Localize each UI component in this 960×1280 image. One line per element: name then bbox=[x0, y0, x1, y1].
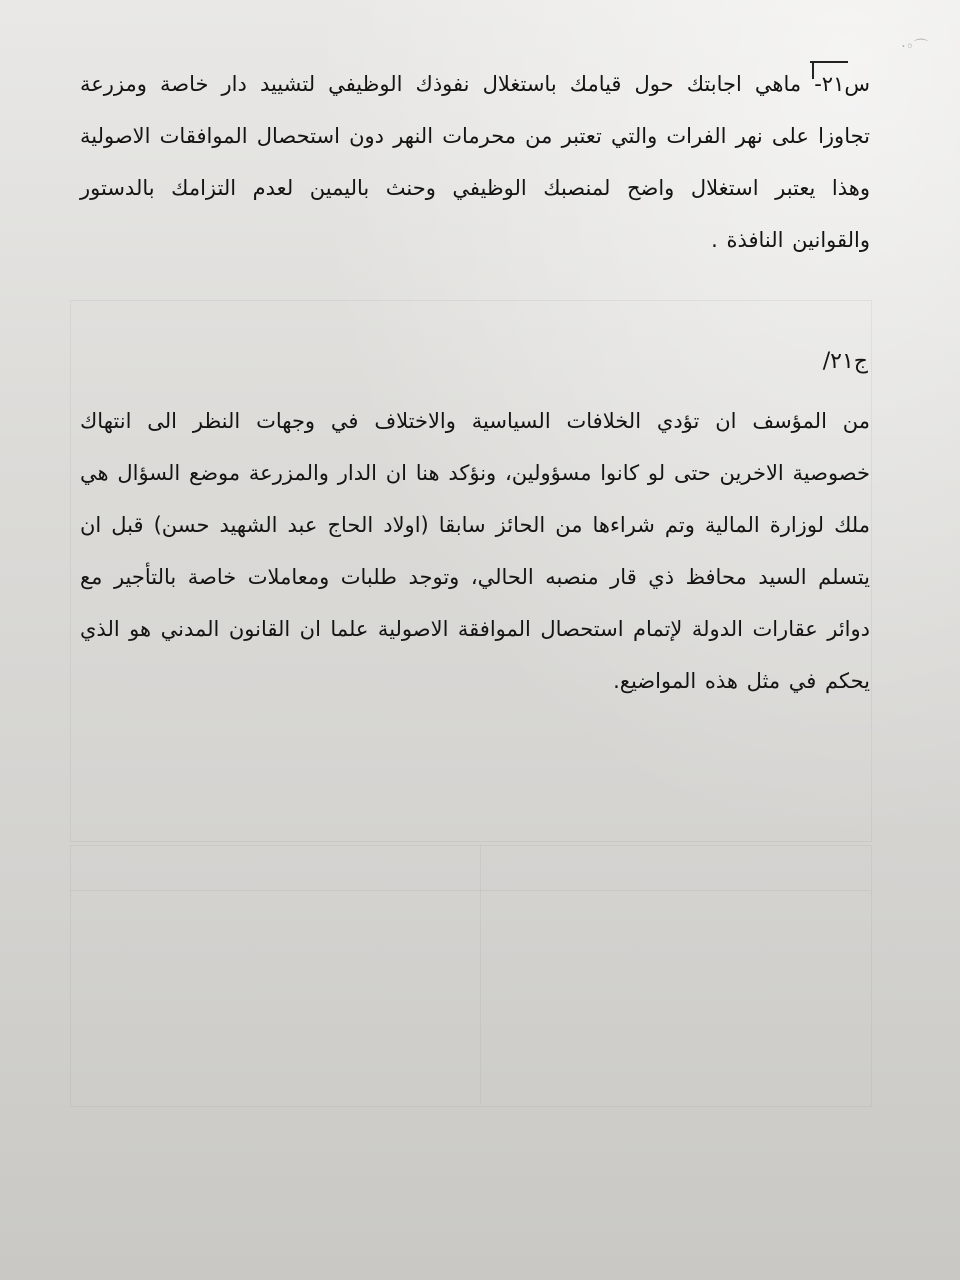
show-through-table-outline bbox=[70, 845, 872, 1107]
question-text: ماهي اجابتك حول قيامك باستغلال نفوذك الوظيفي لتشييد دار خاصة ومزرعة تجاوزا على نهر الفرات والتي تعتبر من محرمات النهر دون استحصال الموافقات الاصولية وهذا يعتبر استغلال واضح لمنصبك الوظيفي وحنث باليمين لعدم التزامك بالدستور والقوانين النافذة . bbox=[80, 72, 870, 252]
question-paragraph bbox=[80, 58, 870, 266]
question-label: س bbox=[844, 72, 870, 96]
question-number: ٢١- bbox=[814, 58, 844, 110]
answer-label: ج٢١/ bbox=[822, 349, 868, 374]
corner-punch-mark: ·◦⌒ bbox=[901, 39, 928, 55]
show-through-line bbox=[480, 845, 481, 1105]
answer-paragraph: من المؤسف ان تؤدي الخلافات السياسية والاختلاف في وجهات النظر الى انتهاك خصوصية الاخرين حتى لو كانوا مسؤولين، ونؤكد هنا ان الدار والمزرعة موضع السؤال هي ملك لوزارة المالية وتم شراءها من الحائز سابقا (اولاد الحاج عبد الشهيد حسن) قبل ان يتسلم السيد محافظ ذي قار منصبه الحالي، وتوجد طلبات ومعاملات خاصة بالتأجير مع دوائر عقارات الدولة لإتمام استحصال الموافقة الاصولية علما ان القانون المدني هو الذي يحكم في مثل هذه المواضيع. bbox=[80, 409, 870, 693]
show-through-line bbox=[70, 890, 870, 891]
